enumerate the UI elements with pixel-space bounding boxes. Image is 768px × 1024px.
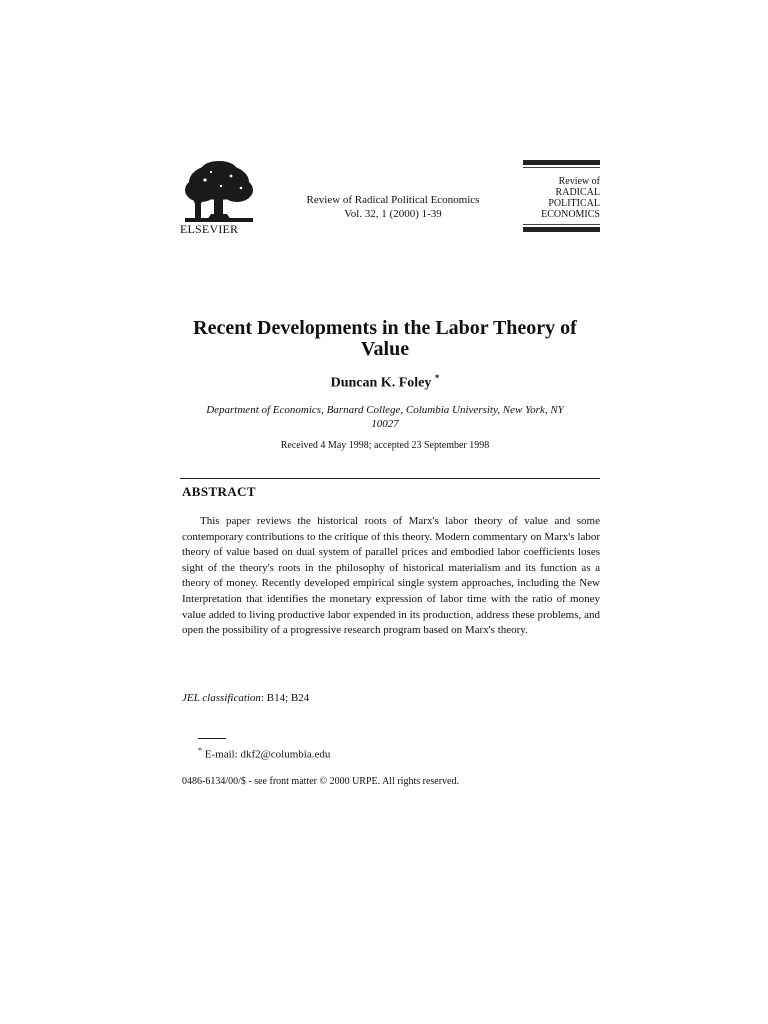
article-title: Recent Developments in the Labor Theory of Value	[193, 317, 577, 360]
abstract-body: This paper reviews the historical roots of Marx's labor theory of value and some contemporary contributions to the critique of this theory. Modern commentary on Marx's labor theory of value based on dual system of parallel prices and embodied labor coefficients loses sight of the theory's roots in the philosophy of historical materialism and its function as a theory of money. Recently developed empirical single system approaches, including the New Interpretation that identifies the monetary expression of labor time with the ratio of money value added to living productive labor expended in its production, address these problems, and open the possibility of a progressive research program based on Marx's theory.	[182, 515, 600, 637]
badge-line-4: ECONOMICS	[541, 209, 600, 220]
affiliation	[170, 403, 600, 431]
journal-name: Review of Radical Political Economics	[306, 194, 480, 206]
jel-codes: : B14; B24	[260, 692, 310, 704]
journal-citation	[280, 193, 506, 221]
received-dates: Received 4 May 1998; accepted 23 September 1998	[280, 440, 490, 451]
publisher-name: ELSEVIER	[180, 222, 239, 236]
author-name: Duncan K. Foley	[330, 375, 432, 391]
badge-line-1: Review of	[558, 176, 600, 187]
badge-line-2: RADICAL	[555, 187, 600, 198]
footnote-email	[198, 746, 330, 761]
badge-line-3: POLITICAL	[548, 198, 600, 209]
section-divider	[180, 478, 600, 479]
copyright-line: 0486-6134/00/$ - see front matter © 2000 URPE. All rights reserved.	[182, 776, 459, 787]
badge-bottom-bar	[523, 227, 600, 232]
affiliation-line-2: 10027	[371, 418, 399, 430]
badge-top-line	[523, 167, 600, 168]
affiliation-line-1: Department of Economics, Barnard College, Columbia University, New York, NY	[206, 404, 564, 416]
journal-volume: Vol. 32, 1 (2000) 1-39	[344, 208, 442, 220]
jel-label: JEL classification	[182, 692, 261, 704]
badge-bottom-line	[523, 224, 600, 225]
email-text: E-mail: dkf2@columbia.edu	[204, 748, 331, 761]
footnote-divider	[198, 738, 226, 739]
abstract-heading: ABSTRACT	[182, 484, 256, 499]
jel-classification	[182, 692, 309, 704]
journal-badge	[520, 158, 600, 238]
author-line	[170, 373, 600, 392]
author-footnote-mark: *	[434, 373, 440, 383]
badge-text	[520, 176, 600, 220]
footnote-mark: *	[198, 746, 202, 755]
badge-top-bar	[523, 160, 600, 165]
